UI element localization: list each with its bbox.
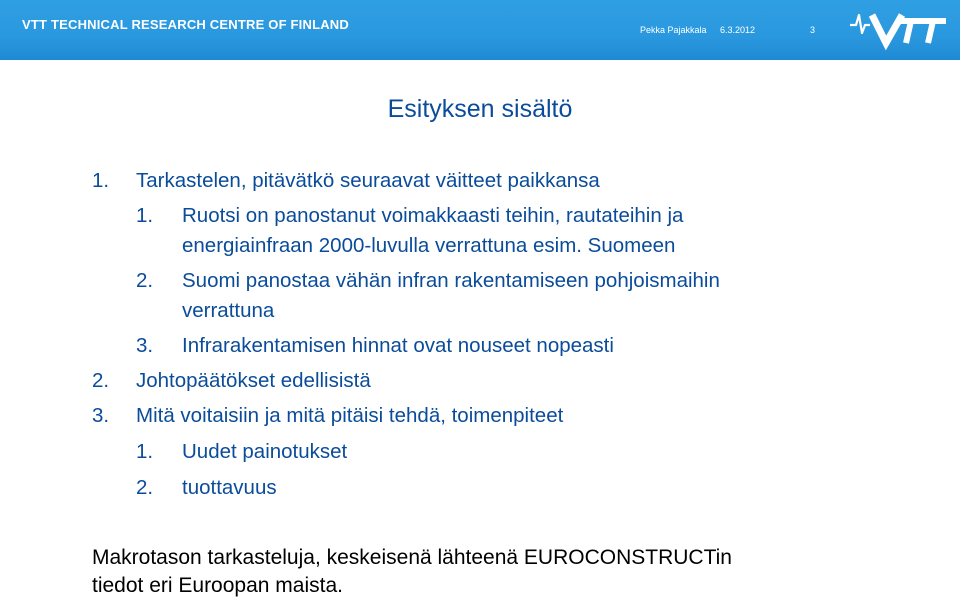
outline-text: Uudet painotukset	[182, 440, 348, 463]
author-name: Pekka Pajakkala	[640, 25, 707, 35]
outline-number: 1.	[92, 169, 110, 192]
outline-number: 3.	[136, 334, 154, 357]
outline-subitem	[136, 476, 277, 500]
outline-text: Johtopäätökset edellisistä	[136, 369, 371, 392]
outline-number: 2.	[136, 269, 154, 292]
outline-number: 1.	[136, 440, 154, 463]
outline-text: Ruotsi on panostanut voimakkaasti teihin, rautateihin ja	[182, 204, 684, 227]
outline-subitem	[136, 440, 347, 464]
outline-item	[92, 169, 600, 193]
slide-title: Esityksen sisältö	[387, 95, 573, 123]
outline-subitem	[136, 334, 614, 358]
outline-number: 2.	[92, 369, 110, 392]
outline-item	[92, 369, 371, 393]
vtt-logo-icon	[848, 5, 948, 53]
header-bar	[0, 0, 960, 60]
page-number: 3	[810, 25, 816, 35]
outline-text: Mitä voitaisiin ja mitä pitäisi tehdä, toimenpiteet	[136, 404, 564, 427]
outline-text: Tarkastelen, pitävätkö seuraavat väitteet paikkansa	[136, 169, 600, 192]
presentation-date: 6.3.2012	[720, 25, 756, 35]
outline-text: tuottavuus	[182, 476, 277, 499]
outline-subitem-continuation: verrattuna	[182, 299, 275, 322]
outline-number: 2.	[136, 476, 154, 499]
outline-subitem-continuation: energiainfraan 2000-luvulla verrattuna esim. Suomeen	[182, 234, 676, 257]
footer-note-line1: Makrotason tarkasteluja, keskeisenä lähteenä EUROCONSTRUCTin	[92, 546, 732, 569]
footer-note-line2: tiedot eri Euroopan maista.	[92, 574, 343, 597]
organization-name: VTT TECHNICAL RESEARCH CENTRE OF FINLAND	[22, 17, 349, 32]
outline-subitem	[136, 269, 720, 293]
outline-text: Infrarakentamisen hinnat ovat nouseet nopeasti	[182, 334, 614, 357]
outline-text: Suomi panostaa vähän infran rakentamiseen pohjoismaihin	[182, 269, 720, 292]
outline-number: 3.	[92, 404, 110, 427]
outline-subitem	[136, 204, 683, 228]
outline-number: 1.	[136, 204, 154, 227]
outline-item	[92, 404, 563, 428]
